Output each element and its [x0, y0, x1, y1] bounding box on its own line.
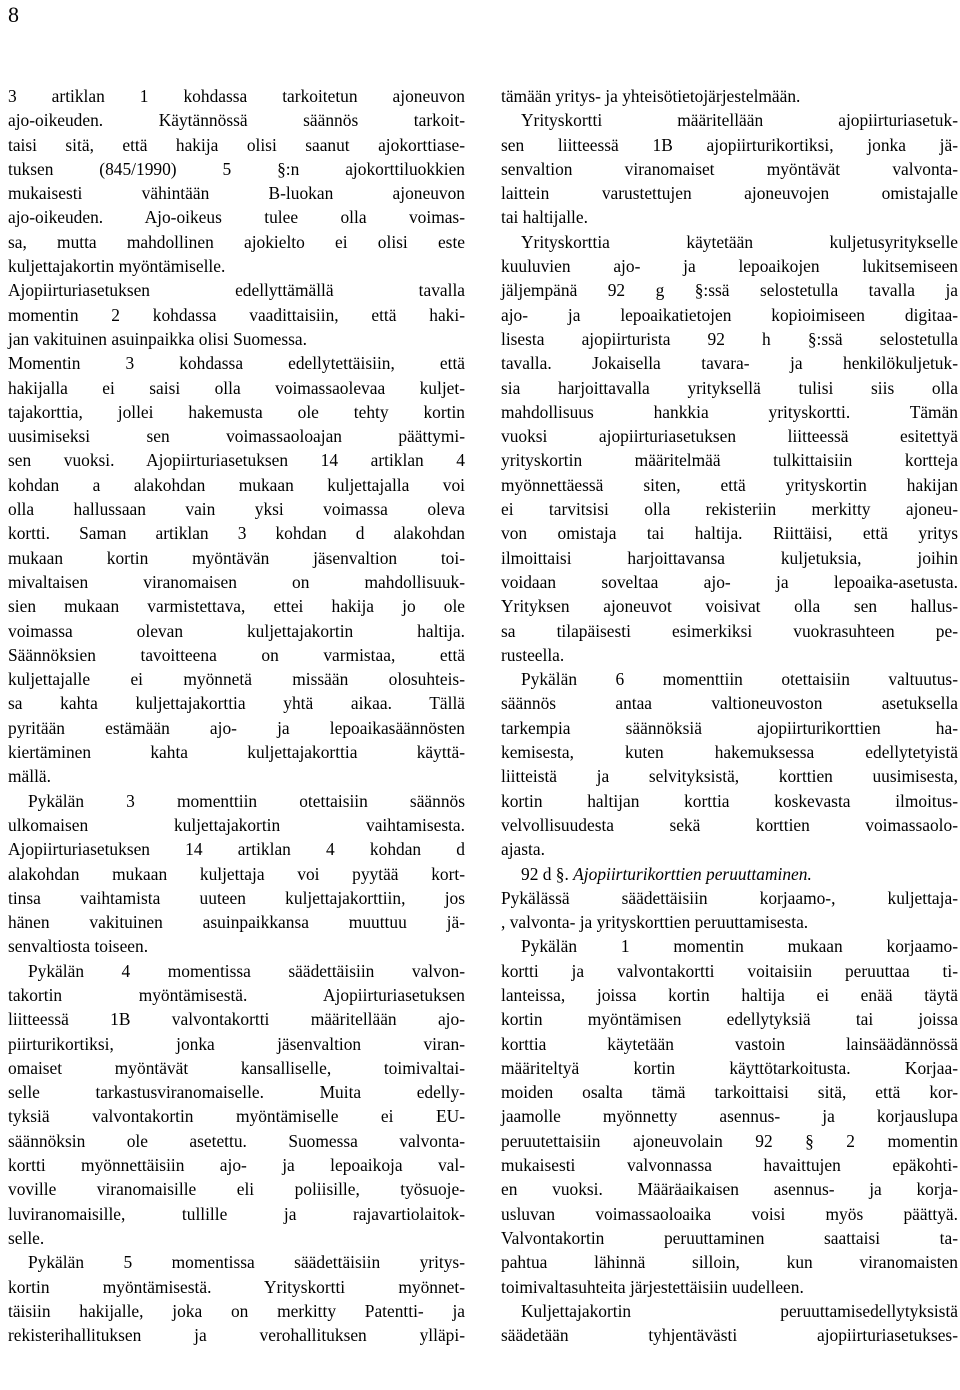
- line-text: senvaltiosta toiseen.: [8, 936, 149, 957]
- text-line: [501, 619, 958, 643]
- line-text: säännöksin ole asetettu. Suomessa valvonta-: [8, 1130, 465, 1151]
- text-line: [8, 303, 465, 327]
- text-line: [8, 157, 465, 181]
- text-line: [8, 886, 465, 910]
- text-line: [501, 327, 958, 351]
- line-text: momentin 2 kohdassa vaadittaisiin, että haki-: [8, 304, 465, 325]
- line-text: Pykälän 6 momenttiin otettaisiin valtuutus-: [521, 669, 958, 690]
- text-line: [501, 643, 958, 667]
- line-text: kuuluvien ajo- ja lepoaikojen lukitsemiseen: [501, 256, 958, 277]
- text-line: [501, 1250, 958, 1274]
- text-line: [501, 813, 958, 837]
- line-text: jaamolle myönnetty asennus- ja korjauslupa: [501, 1106, 958, 1127]
- line-text: kortin myöntämisestä. Yrityskortti myönnet-: [8, 1276, 465, 1297]
- text-line: [8, 1056, 465, 1080]
- line-text: tinsa vaihtamista uuteen kuljettajakorttiin, jos: [8, 887, 465, 908]
- text-line: [501, 1226, 958, 1250]
- text-line: [501, 1032, 958, 1056]
- line-text: 92 d §.: [521, 863, 574, 884]
- line-text: omaiset myöntävät kansalliselle, toimivaltai-: [8, 1057, 465, 1078]
- line-text: ajo-oikeuden. Ajo-oikeus tulee olla voimas-: [8, 207, 465, 228]
- text-line: [501, 278, 958, 302]
- line-text: tämään yritys- ja yhteisötietojärjestelmään.: [501, 86, 801, 106]
- text-line: [501, 837, 958, 861]
- line-text: Kuljettajakortin peruuttamisedellytyksistä: [521, 1300, 958, 1321]
- line-text: kortti. Saman artiklan 3 kohdan d alakohdan: [8, 523, 465, 544]
- line-text: en vuoksi. Määräaikaisen asennus- ja korja-: [501, 1179, 958, 1200]
- text-line: [8, 205, 465, 229]
- line-text: selle.: [8, 1227, 45, 1248]
- section-title: Ajopiirturikorttien peruuttaminen.: [573, 863, 812, 884]
- text-line: [8, 473, 465, 497]
- line-text: Yrityskorttia käytetään kuljetusyritykselle: [521, 231, 958, 252]
- line-text: Pykälän 4 momentissa säädettäisiin valvon-: [28, 960, 465, 981]
- text-line: [501, 157, 958, 181]
- text-line: [8, 910, 465, 934]
- line-text: määriteltyä kortin käyttötarkoitusta. Korjaa-: [501, 1057, 958, 1078]
- text-line: [501, 84, 958, 108]
- text-line: [8, 837, 465, 861]
- line-text: sa, mutta mahdollinen ajokielto ei olisi este: [8, 231, 465, 252]
- text-line: [501, 424, 958, 448]
- text-line: [8, 1250, 465, 1274]
- line-text: pahtua lähinnä silloin, kun viranomaisten: [501, 1252, 958, 1273]
- line-text: laittein varustettujen ajoneuvojen omistajalle: [501, 183, 958, 204]
- line-text: ajo-oikeuden. Käytännössä säännös tarkoit-: [8, 110, 465, 131]
- text-line: [8, 691, 465, 715]
- text-line: [8, 643, 465, 667]
- line-text: jäljempänä 92 g §:ssä selostetulla tavalla ja: [501, 280, 958, 301]
- line-text: luviranomaisille, tullille ja rajavartiolaitok-: [8, 1203, 465, 1224]
- text-line: [8, 376, 465, 400]
- line-text: tuksen (845/1990) 5 §:n ajokorttiluokkien: [8, 158, 465, 179]
- line-text: liitteistä ja selvityksistä, korttien uusimisesta,: [501, 766, 958, 787]
- line-text: kortti myönnettäisiin ajo- ja lepoaikoja val-: [8, 1155, 465, 1176]
- line-text: Yrityksen ajoneuvot voisivat olla sen hallus-: [501, 596, 958, 617]
- line-text: kortin haltijan korttia koskevasta ilmoitus-: [501, 790, 958, 811]
- line-text: tai haltijalle.: [501, 207, 588, 228]
- line-text: moiden osalta tämä tarkoittaisi sitä, että kor-: [501, 1082, 958, 1103]
- text-line: [501, 667, 958, 691]
- line-text: yrityskortin määritelmää tulkittaisiin kortteja: [501, 450, 958, 471]
- text-line: [8, 351, 465, 375]
- text-line: [8, 740, 465, 764]
- text-line: [501, 1007, 958, 1031]
- text-line: [8, 448, 465, 472]
- text-line: [8, 424, 465, 448]
- text-line: [501, 1080, 958, 1104]
- text-line: [8, 230, 465, 254]
- line-text: mukaisesti vähintään B-luokan ajoneuvon: [8, 183, 465, 204]
- text-line: [501, 1104, 958, 1128]
- line-text: myönnettäessä siten, että yrityskortin hakijan: [501, 474, 958, 495]
- text-line: [501, 959, 958, 983]
- text-line: [501, 886, 958, 910]
- text-line: [8, 959, 465, 983]
- line-text: Pykälässä säädettäisiin korjaamo-, kuljettaja-: [501, 887, 958, 908]
- text-line: [501, 448, 958, 472]
- line-text: kemisesta, kuten hakemuksessa edellytetyistä: [501, 742, 958, 763]
- text-line: [8, 862, 465, 886]
- text-line: [8, 789, 465, 813]
- text-line: [501, 740, 958, 764]
- text-line: [501, 716, 958, 740]
- text-line: [501, 108, 958, 132]
- line-text: tarkempia säännöksiä ajopiirturikorttien ha-: [501, 717, 958, 738]
- text-line: [501, 764, 958, 788]
- right-column: [501, 84, 958, 1347]
- line-text: uusimiseksi sen voimassaoloajan päättymi-: [8, 426, 465, 447]
- text-line: [501, 691, 958, 715]
- text-line: [501, 934, 958, 958]
- text-line: [8, 497, 465, 521]
- line-text: hakijalla ei saisi olla voimassaolevaa kuljet-: [8, 377, 465, 398]
- text-line: [501, 862, 958, 886]
- text-line: [8, 594, 465, 618]
- line-text: senvaltion viranomaiset myöntävät valvonta-: [501, 158, 958, 179]
- text-line: [8, 400, 465, 424]
- line-text: ei tarvitsisi olla rekisteriin merkitty ajoneu-: [501, 499, 958, 520]
- line-text: von omistaja tai haltija. Riittäisi, että yritys: [501, 523, 958, 544]
- line-text: ajasta.: [501, 839, 545, 860]
- line-text: alakohdan mukaan kuljettaja voi pyytää kort-: [8, 863, 465, 884]
- text-line: [501, 205, 958, 229]
- text-line: [8, 1153, 465, 1177]
- line-text: kiertäminen kahta kuljettajakorttia käyttä-: [8, 742, 465, 763]
- line-text: sa tilapäisesti esimerkiksi vuokrasuhteen pe-: [501, 620, 958, 641]
- text-line: [8, 570, 465, 594]
- page-number: 8: [8, 2, 19, 27]
- line-text: Pykälän 5 momentissa säädettäisiin yritys-: [28, 1252, 465, 1273]
- text-line: [501, 400, 958, 424]
- line-text: kortin myöntämisen edellytyksiä tai joissa: [501, 1009, 958, 1030]
- text-line: [8, 1104, 465, 1128]
- line-text: velvollisuudesta sekä korttien voimassaolo-: [501, 814, 958, 835]
- text-line: [8, 667, 465, 691]
- line-text: olla hallussaan vain yksi voimassa oleva: [8, 499, 465, 520]
- text-line: [501, 303, 958, 327]
- text-line: [501, 1056, 958, 1080]
- line-text: lanteissa, joissa kortin haltija ei enää täytä: [501, 984, 958, 1005]
- line-text: Säännöksien tavoitteena on varmistaa, että: [8, 644, 465, 665]
- text-line: [8, 1202, 465, 1226]
- line-text: sa kahta kuljettajakorttia yhtä aikaa. Tällä: [8, 693, 465, 714]
- text-line: [501, 473, 958, 497]
- line-text: Pykälän 3 momenttiin otettaisiin säännös: [28, 790, 465, 811]
- line-text: mällä.: [8, 766, 51, 787]
- line-text: voville viranomaisille eli poliisille, työsuoje-: [8, 1179, 465, 1200]
- line-text: mukaan kortin myöntävän jäsenvaltion toi-: [8, 547, 465, 568]
- text-line: [8, 133, 465, 157]
- text-line: [501, 497, 958, 521]
- line-text: mahdollisuus hankkia yrityskortti. Tämän: [501, 401, 958, 422]
- text-line: [501, 230, 958, 254]
- line-text: 3 artiklan 1 kohdassa tarkoitetun ajoneuvon: [8, 86, 465, 106]
- text-line: [8, 1299, 465, 1323]
- line-text: Ajopiirturiasetuksen edellyttämällä tavalla: [8, 280, 465, 301]
- text-line: [501, 1177, 958, 1201]
- text-line: [501, 1202, 958, 1226]
- text-line: [501, 181, 958, 205]
- line-text: ulkomaisen kuljettajakortin vaihtamisesta.: [8, 814, 465, 835]
- text-line: [501, 133, 958, 157]
- line-text: Pykälän 1 momentin mukaan korjaamo-: [521, 936, 958, 957]
- text-line: [8, 716, 465, 740]
- line-text: takortin myöntämisestä. Ajopiirturiasetuksen: [8, 984, 465, 1005]
- line-text: rusteella.: [501, 644, 565, 665]
- line-text: kortti ja valvontakortti voitaisiin peruuttaa ti-: [501, 960, 958, 981]
- line-text: kuljettajakortin myöntämiselle.: [8, 256, 226, 277]
- text-line: [8, 813, 465, 837]
- line-text: tajakorttia, jollei hakemusta ole tehty kortin: [8, 401, 465, 422]
- text-line: [8, 327, 465, 351]
- text-line: [501, 983, 958, 1007]
- text-line: [8, 1032, 465, 1056]
- text-line: [8, 764, 465, 788]
- text-line: [8, 1129, 465, 1153]
- text-line: [8, 181, 465, 205]
- line-text: Momentin 3 kohdassa edellytettäisiin, että: [8, 353, 465, 374]
- line-text: ilmoittaisi harjoittavansa kuljetuksia, joihin: [501, 547, 958, 568]
- text-line: [8, 1177, 465, 1201]
- line-text: taisi sitä, että hakija olisi saanut ajokorttiase-: [8, 134, 465, 155]
- line-text: ajo- ja lepoaikatietojen kopioimiseen digitaa-: [501, 304, 958, 325]
- line-text: hänen vakituinen asuinpaikkansa muuttuu jä-: [8, 912, 465, 933]
- line-text: jan vakituinen asuinpaikka olisi Suomessa.: [8, 328, 307, 349]
- text-line: [501, 1299, 958, 1323]
- line-text: , valvonta- ja yrityskorttien peruuttamisesta.: [501, 912, 809, 933]
- line-text: Ajopiirturiasetuksen 14 artiklan 4 kohdan d: [8, 839, 465, 860]
- text-line: [8, 619, 465, 643]
- text-line: [501, 1275, 958, 1299]
- line-text: mivaltaisen viranomaisen on mahdollisuuk-: [8, 571, 465, 592]
- text-line: [501, 570, 958, 594]
- text-line: [8, 934, 465, 958]
- text-line: [8, 521, 465, 545]
- line-text: mukaisesti valvonnassa havaittujen epäkohti-: [501, 1155, 958, 1176]
- text-line: [501, 351, 958, 375]
- text-line: [501, 1153, 958, 1177]
- line-text: selle tarkastusviranomaiselle. Muita edelly-: [8, 1082, 465, 1103]
- line-text: sia harjoittavalla yrityksellä tulisi siis olla: [501, 377, 958, 398]
- text-line: [8, 1275, 465, 1299]
- text-line: [501, 1129, 958, 1153]
- text-line: [8, 1323, 465, 1347]
- line-text: lisesta ajopiirturista 92 h §:ssä selostetulla: [501, 328, 958, 349]
- line-text: pyritään estämään ajo- ja lepoaikasäännösten: [8, 717, 465, 738]
- text-line: [501, 594, 958, 618]
- line-text: Valvontakortin peruuttaminen saattaisi ta-: [501, 1227, 958, 1248]
- text-line: [8, 254, 465, 278]
- text-line: [8, 546, 465, 570]
- text-line: [501, 521, 958, 545]
- line-text: voimassa olevan kuljettajakortin haltija.: [8, 620, 465, 641]
- line-text: toimivaltasuhteita järjestettäisiin uudelleen.: [501, 1276, 804, 1297]
- text-line: [8, 108, 465, 132]
- text-line: [8, 84, 465, 108]
- line-text: vuoksi ajopiirturiasetuksen liitteessä esitettyä: [501, 426, 958, 447]
- line-text: peruutettaisiin ajoneuvolain 92 § 2 momentin: [501, 1130, 958, 1151]
- line-text: voidaan soveltaa ajo- ja lepoaika-asetusta.: [501, 571, 958, 592]
- line-text: kohdan a alakohdan mukaan kuljettajalla voi: [8, 474, 465, 495]
- text-line: [501, 1323, 958, 1347]
- text-line: [8, 278, 465, 302]
- line-text: sen vuoksi. Ajopiirturiasetuksen 14 artiklan 4: [8, 450, 465, 471]
- text-line: [501, 910, 958, 934]
- text-line: [8, 1080, 465, 1104]
- line-text: säädetään tyhjentävästi ajopiirturiasetukses-: [501, 1325, 958, 1346]
- left-column: [8, 84, 465, 1347]
- line-text: liitteessä 1B valvontakortti määritellään ajo-: [8, 1009, 465, 1030]
- line-text: usluvan voimassaoloaika voisi myös päättyä.: [501, 1203, 958, 1224]
- line-text: täisiin hakijalle, joka on merkitty Patentti- ja: [8, 1300, 465, 1321]
- line-text: sen liitteessä 1B ajopiirturikortiksi, jonka jä-: [501, 134, 958, 155]
- line-text: sien mukaan varmistettava, ettei hakija jo ole: [8, 596, 465, 617]
- line-text: rekisterihallituksen ja verohallituksen ylläpi-: [8, 1325, 465, 1346]
- text-line: [8, 983, 465, 1007]
- text-line: [501, 789, 958, 813]
- line-text: Yrityskortti määritellään ajopiirturiasetuk-: [521, 110, 958, 131]
- line-text: piirturikortiksi, jonka jäsenvaltion viran-: [8, 1033, 465, 1054]
- text-line: [501, 376, 958, 400]
- line-text: tyksiä valvontakortin myöntämiselle ei EU-: [8, 1106, 465, 1127]
- text-line: [8, 1007, 465, 1031]
- line-text: kuljettajalle ei myönnetä missään olosuhteis-: [8, 669, 465, 690]
- text-line: [8, 1226, 465, 1250]
- line-text: korttia käytetään vastoin lainsäädännössä: [501, 1033, 958, 1054]
- text-line: [501, 254, 958, 278]
- text-line: [501, 546, 958, 570]
- line-text: tavalla. Jokaisella tavara- ja henkilökuljetuk-: [501, 353, 958, 374]
- line-text: säännös antaa valtioneuvoston asetuksella: [501, 693, 958, 714]
